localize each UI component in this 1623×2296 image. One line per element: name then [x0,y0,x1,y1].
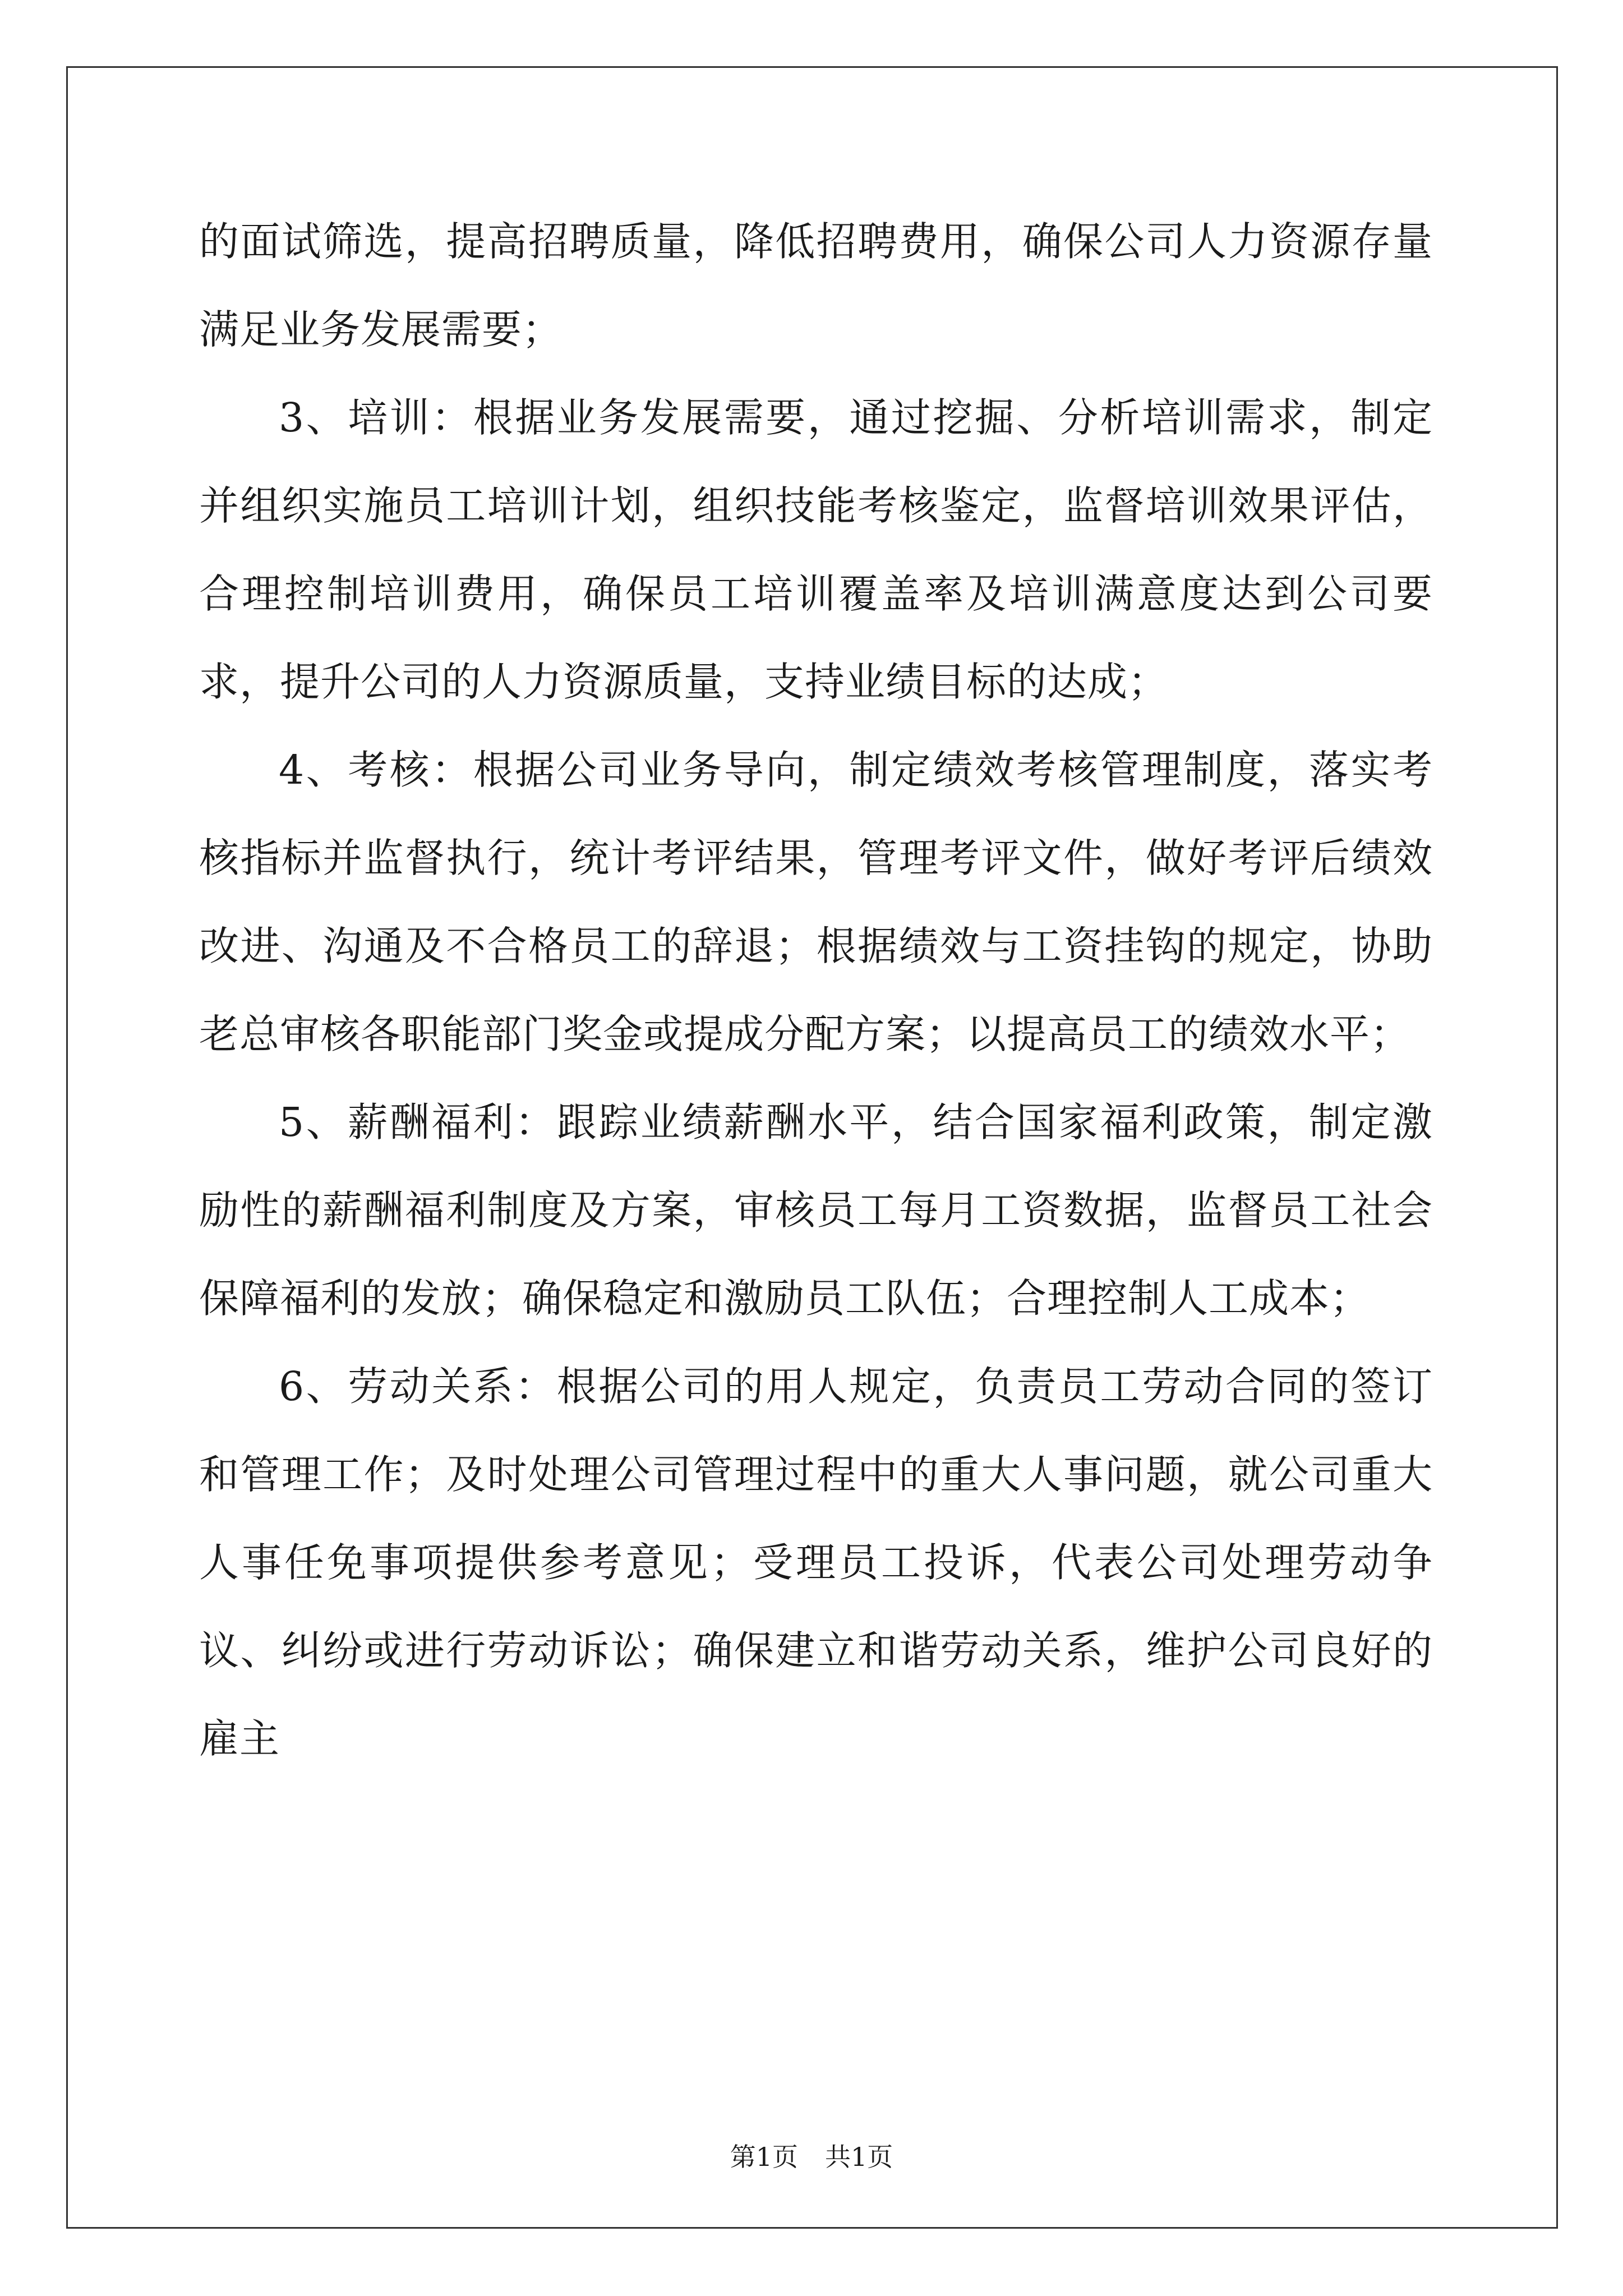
paragraph-continuation: 的面试筛选，提高招聘质量，降低招聘费用，确保公司人力资源存量满足业务发展需要； [199,218,1433,353]
page-footer [0,2140,1623,2174]
page-number: 第1页 [730,2142,798,2172]
page-total: 共1页 [825,2142,893,2172]
paragraph-compensation-benefits: 5、薪酬福利：跟踪业绩薪酬水平，结合国家福利政策，制定激励性的薪酬福利制度及方案，审核员工每月工资数据，监督员工社会保障福利的发放；确保稳定和激励员工队伍；合理控制人工成本； [199,1099,1433,1322]
document-body [199,197,1433,1783]
paragraph-assessment: 4、考核：根据公司业务导向，制定绩效考核管理制度，落实考核指标并监督执行，统计考评结果，管理考评文件，做好考评后绩效改进、沟通及不合格员工的辞退；根据绩效与工资挂钩的规定，协助老总审核各职能部门奖金或提成分配方案；以提高员工的绩效水平； [199,747,1433,1057]
paragraph-labor-relations: 6、劳动关系：根据公司的用人规定，负责员工劳动合同的签订和管理工作；及时处理公司管理过程中的重大人事问题，就公司重大人事任免事项提供参考意见；受理员工投诉，代表公司处理劳动争议、纠纷或进行劳动诉讼；确保建立和谐劳动关系，维护公司良好的雇主 [199,1363,1433,1762]
paragraph-training: 3、培训：根据业务发展需要，通过挖掘、分析培训需求，制定并组织实施员工培训计划，组织技能考核鉴定，监督培训效果评估，合理控制培训费用，确保员工培训覆盖率及培训满意度达到公司要求，提升公司的人力资源质量，支持业绩目标的达成； [199,394,1433,705]
